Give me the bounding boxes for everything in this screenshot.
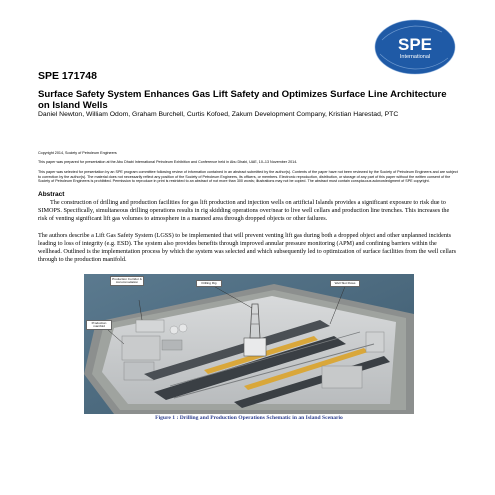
logo-text-main: SPE bbox=[397, 35, 433, 54]
spe-international-logo bbox=[372, 18, 458, 76]
figure-caption: Figure 1 : Drilling and Production Operations Schematic in an Island Scenario bbox=[155, 415, 343, 421]
label-production-manifold: Production manifold bbox=[86, 320, 112, 330]
paper-id: SPE 171748 bbox=[38, 70, 97, 82]
label-production-corridor: Production Corridor & Accommodation bbox=[110, 276, 144, 286]
preparation-notice: This paper was prepared for presentation at the Abu Dhabi International Petroleum Exhibition and Conference held in Abu Dhabi, UAE, 10–13 November 2014. bbox=[38, 160, 298, 164]
abstract-heading: Abstract bbox=[38, 191, 65, 198]
label-well-slot-rows: Well Slot Rows bbox=[330, 280, 360, 287]
figure-island-schematic bbox=[84, 274, 414, 414]
logo-text-sub: International bbox=[399, 54, 431, 60]
paper-title: Surface Safety System Enhances Gas Lift Safety and Optimizes Surface Line Architecture on Island Wells bbox=[38, 89, 447, 111]
label-drilling-rig: Drilling Rig bbox=[196, 280, 222, 287]
selection-notice: This paper was selected for presentation by an SPE program committee following review of information contained in an abstract submitted by the author(s). Contents of the paper have not been reviewed by the Society of Petroleum Engineers and are subject to correction by the author(s). The material does not necessarily reflect any position of the Society of Petroleum Engineers, its officers, or members. Electronic reproduction, distribution, or storage of any part of this paper without the written consent of the Society of Petroleum Engineers is prohibited. Permission to reproduce in print is restricted to an abstract of not more than 300 words; illustrations may not be copied. The abstract must contain conspicuous acknowledgment of SPE copyright. bbox=[38, 170, 458, 184]
abstract-paragraph-1: The construction of drilling and production facilities for gas lift production and injection wells on artificial Islands provides a significant exposure to risk due to SIMOPS. Specifically, simultaneous drilling operations results in rig skidding operations over/near to live well cellars and production line trenches. This increases the risk of venting significant lift gas volumes to atmosphere in a manned area through dropped objects or other failures. bbox=[38, 199, 450, 222]
island-schematic-illustration bbox=[84, 274, 414, 414]
paper-authors: Daniel Newton, William Odom, Graham Burchell, Curtis Kofoed, Zakum Development Company, Kristian Harestad, PTC bbox=[38, 111, 399, 118]
abstract-paragraph-2: The authors describe a Lift Gas Safety System (LGSS) to be implemented that will prevent venting lift gas during both a dropped object and other unplanned incidents leading to loss of integrity (e.g. ESD). The system also provides benefits through improved annular pressure monitoring (APM) and confining barriers within the wellhead. Outlined is the implementation process by which the system was selected and which subsequently led to optimization of surface facilities from the well cellars through to the production manifold. bbox=[38, 232, 457, 263]
copyright-notice: Copyright 2014, Society of Petroleum Engineers bbox=[38, 151, 117, 155]
